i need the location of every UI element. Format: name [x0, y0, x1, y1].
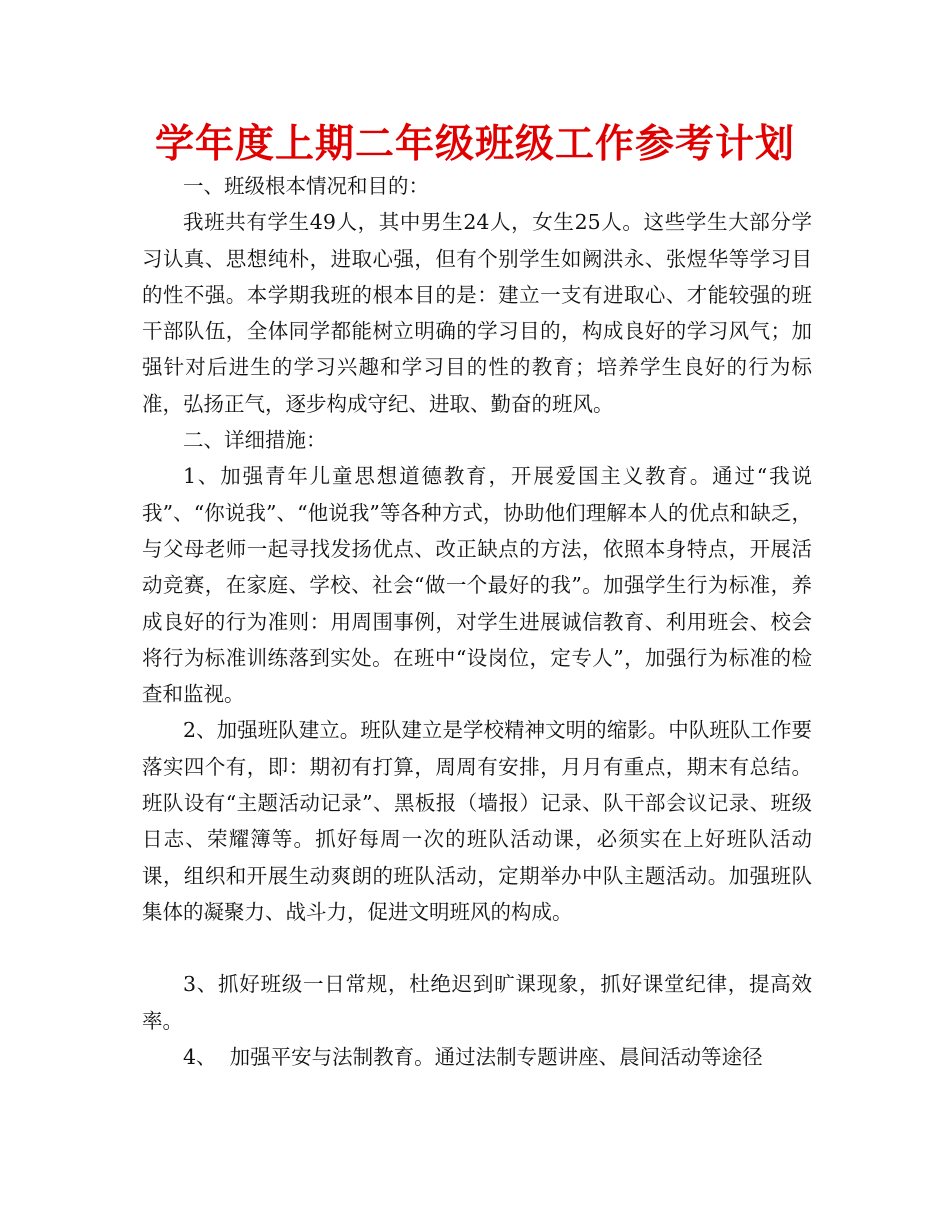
paragraph-measure-3: 3、抓好班级一日常规，杜绝迟到旷课现象，抓好课堂纪律，提高效率。 [142, 972, 812, 1033]
paragraph-measure-4: 4、 加强平安与法制教育。通过法制专题讲座、晨间活动等途径 [183, 1044, 763, 1069]
paragraph-class-overview: 我班共有学生49人，其中男生24人，女生25人。这些学生大部分学习认真、思想纯朴，进取心强，但有个别学生如阙洪永、张煜华等学习目的性不强。本学期我班的根本目的是：建立一支有进取心、才能较强的班干部队伍，全体同学都能树立明确的学习目的，构成良好的学习风气；加强针对后进生的学习兴趣和学习目的性的教育；培养学生良好的行为标准，弘扬正气，逐步构成守纪、进取、勤奋的班风。 [142, 210, 812, 416]
paragraph-measure-2: 2、加强班队建立。班队建立是学校精神文明的缩影。中队班队工作要落实四个有，即：期初有打算，周周有安排，月月有重点，期末有总结。班队设有“主题活动记录”、黑板报（墙报）记录、队干部会议记录、班级日志、荣耀簿等。抓好每周一次的班队活动课，必须实在上好班队活动课，组织和开展生动爽朗的班队活动，定期举办中队主题活动。加强班队集体的凝聚力、战斗力，促进文明班风的构成。 [142, 718, 812, 924]
document-title: 学年度上期二年级班级工作参考计划 [154, 122, 795, 167]
section-heading-basic-situation: 一、班级根本情况和目的： [183, 174, 429, 198]
section-heading-measures: 二、详细措施： [183, 428, 327, 453]
document-body [142, 168, 812, 1075]
paragraph-measure-1: 1、加强青年儿童思想道德教育，开展爱国主义教育。通过“我说我”、“你说我”、“他说我”等各种方式，协助他们理解本人的优点和缺乏，与父母老师一起寻找发扬优点、改正缺点的方法，依照本身特点，开展活动竞赛，在家庭、学校、社会“做一个最好的我”。加强学生行为标准，养成良好的行为准则：用周围事例，对学生进展诚信教育、利用班会、校会将行为标准训练落到实处。在班中“设岗位，定专人”，加强行为标准的检查和监视。 [142, 464, 812, 707]
paragraph-spacer [142, 930, 812, 966]
